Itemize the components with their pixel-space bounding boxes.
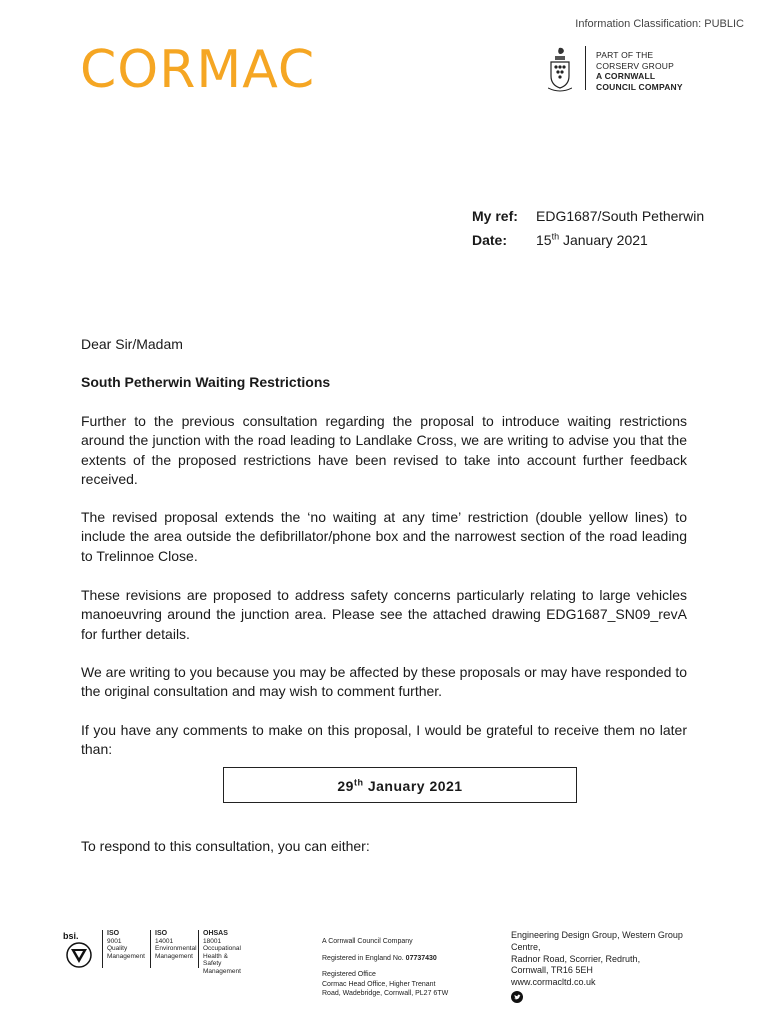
registered-number: 07737430 [405,954,437,962]
cert-desc: Quality Management [107,945,145,960]
office-line-1: Cormac Head Office, Higher Trenant [322,980,436,988]
date-suffix: th [551,231,560,241]
cert-number: 14001 [155,937,174,945]
deadline-day: 29 [337,778,354,794]
cert-iso-9001 [102,930,144,968]
deadline-box [223,767,577,803]
group-line: COUNCIL COMPANY [596,81,683,92]
cert-number: 9001 [107,937,122,945]
date-value [536,232,648,248]
date-label: Date: [472,231,508,248]
cornwall-council-crest-icon [548,46,572,92]
group-line: A CORNWALL [596,71,656,81]
date-row [472,226,704,250]
website-link[interactable]: www.cormacltd.co.uk [511,977,596,988]
deadline-rest: January 2021 [367,778,463,794]
group-line: CORSERV GROUP [596,60,675,71]
date-day: 15 [536,231,552,248]
office-line-2: Road, Wadebridge, Cornwall, PL27 6TW [322,990,449,997]
my-ref-row [472,206,704,226]
salutation: Dear Sir/Madam [81,336,183,352]
paragraph-4: We are writing to you because you may be affected by these proposals or may have responded to the original consultation and may wish to comment further. [81,664,687,700]
paragraph-1: Further to the previous consultation regarding the proposal to introduce waiting restrictions around the junction with the road leading to Landlake Cross, we are writing to advise you that the extents of the proposed restrictions have been revised to take into account further feedback received. [81,413,687,488]
group-line: PART OF THE [596,50,654,60]
bsi-kitemark-icon [62,930,96,968]
cert-ohsas-18001 [198,930,241,975]
footer-company-info [322,937,482,999]
contact-line: Engineering Design Group, Western Group Centre, [511,930,683,952]
my-ref-label: My ref: [472,208,518,224]
contact-line: Radnor Road, Scorrier, Redruth, [511,953,641,964]
certification-logos [62,930,241,975]
date-rest: January 2021 [562,231,648,248]
cert-desc: Occupational Health & Safety Management [203,945,241,975]
cert-code: ISO [155,930,168,937]
twitter-icon[interactable] [511,991,523,1003]
paragraph-5: If you have any comments to make on this proposal, I would be grateful to receive them no later than: [81,722,687,758]
office-label: Registered Office [322,971,376,978]
contact-line: Cornwall, TR16 5EH [511,965,593,976]
cert-code: ISO [107,930,120,937]
cert-code: OHSAS [203,930,228,937]
corserv-group-text [596,50,683,92]
letter-subject: South Petherwin Waiting Restrictions [81,374,331,390]
cormac-logo: CORMAC [80,40,316,100]
my-ref-value: EDG1687/South Petherwin [536,208,705,224]
deadline-suffix: th [353,777,364,788]
cert-iso-14001 [150,930,197,968]
paragraph-2: The revised proposal extends the ‘no waiting at any time’ restriction (double yellow lines) to include the area outside the defibrillator/phone box and the narrowest section of the road leading to Trelinnoe Close. [81,509,687,564]
footer-contact [511,930,701,1007]
group-divider [585,46,586,90]
respond-line: To respond to this consultation, you can either: [81,838,370,854]
cert-desc: Environmental Management [155,945,197,960]
information-classification: Information Classification: PUBLIC [575,18,744,30]
bsi-label: bsi. [63,931,79,941]
company-line: A Cornwall Council Company [322,938,413,945]
cert-number: 18001 [203,937,222,945]
paragraph-3: These revisions are proposed to address safety concerns particularly relating to large vehicles manoeuvring around the junction area. Please see the attached drawing EDG1687_SN09_revA for further details. [81,587,687,642]
reference-block [472,206,704,250]
registered-prefix: Registered in England No. [322,954,404,962]
registered-line [322,954,482,964]
